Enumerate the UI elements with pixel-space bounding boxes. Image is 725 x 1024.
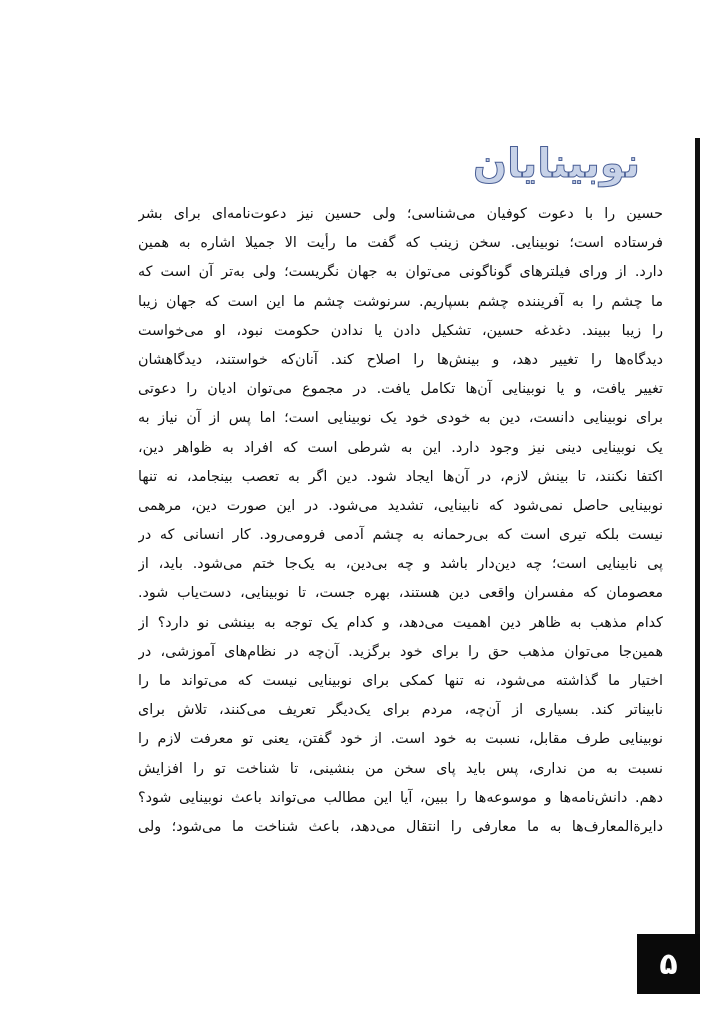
text-line: نوبینایی حاصل نمی‌شود که نابینایی، تشدید می‌شود. در این صورت دین، مرهمی — [138, 497, 663, 514]
text-line: دیدگاه‌ها را تغییر دهد، و بینش‌ها را اصلاح کند. آنان‌که خواستند، دیدگاهشان — [138, 351, 663, 368]
text-line: معصومان که مفسران واقعی دین هستند، بهره جست، تا نوبینایی، دست‌یاب شود. — [138, 585, 663, 602]
text-line: نابیناتر کند. بسیاری از آن‌چه، مردم برای یک‌دیگر تعریف می‌کنند، تلاش برای — [138, 702, 663, 719]
text-line: ما چشم را به آفریننده چشم بسپاریم. سرنوشت چشم ما این است که جهان زیبا — [138, 293, 663, 310]
text-line: حسین را با دعوت کوفیان می‌شناسی؛ ولی حسین نیز دعوت‌نامه‌ای برای بشر — [138, 206, 663, 222]
text-line: دارد. از ورای فیلترهای گوناگونی می‌توان به جهان نگریست؛ ولی به‌تر آن است که — [138, 264, 663, 281]
text-line: نیست بلکه تیری است که بی‌رحمانه به چشم آدمی فرومی‌رود. کار انسانی که در — [138, 527, 663, 544]
text-line: همین‌جا می‌توان مذهب حق را برای خود برگزید. آن‌چه در نظام‌های آموزشی، در — [138, 643, 663, 660]
text-line: دایرة‌المعارف‌ها به ما معارفی را انتقال می‌دهد، باعث شناخت ما می‌شود؛ ولی — [138, 818, 663, 835]
text-line: دهم. دانش‌نامه‌ها و موسوعه‌ها را ببین، آیا این مطالب می‌تواند باعث نوبینایی شود؟ — [138, 789, 663, 806]
text-line: کدام مذهب به ظاهر دین اهمیت می‌دهد، و کدام یک توجه به بینشی نو دارد؟ از — [138, 614, 663, 631]
page-number-box — [637, 934, 700, 994]
text-line: پی نابینایی است؛ چه دین‌دار باشد و چه بی‌دین، به یک‌جا ختم می‌شود. باید، از — [138, 556, 663, 573]
text-line: نسبت به من نداری، پس باید پای سخن من بنشینی، تا شناخت تو را افزایش — [138, 760, 663, 777]
vertical-rule — [695, 138, 700, 938]
text-line: تغییر یافت، و یا نوبینایی آن‌ها تکامل یافت. در مجموع می‌توان ادیان را دعوتی — [138, 381, 663, 398]
text-line: اکتفا نکنند، تا بینش لازم، در آن‌ها ایجاد شود. دین اگر به تعصب بینجامد، نه تنها — [138, 468, 663, 485]
text-line: یک نوبینایی دینی نیز وجود دارد. این به شرطی است که افراد به ظواهر دین، — [138, 439, 663, 456]
text-line: برای نوبینایی دانست، دین به خودی خود یک نوبینایی است؛ اما پس از آن نیاز به — [138, 410, 663, 427]
page-title: نوبینایان — [473, 141, 640, 187]
text-line: را زیبا ببیند. دغدغه حسین، تشکیل دادن یا ندادن حکومت نبود، او می‌خواست — [138, 322, 663, 339]
page-number: ۵ — [659, 946, 678, 982]
text-line: فرستاده است؛ نوبینایی. سخن زینب که گفت ما رأیت الا جمیلا اشاره به همین — [138, 235, 663, 252]
text-line: اختیار ما گذاشته می‌شود، نه تنها کمکی برای نوبینایی نیست که می‌تواند ما را — [138, 673, 663, 689]
body-text — [138, 200, 663, 842]
text-line: نوبینایی طرف مقابل، نسبت به خود است. از خود گفتن، یعنی تو معرفت لازم را — [138, 731, 663, 748]
